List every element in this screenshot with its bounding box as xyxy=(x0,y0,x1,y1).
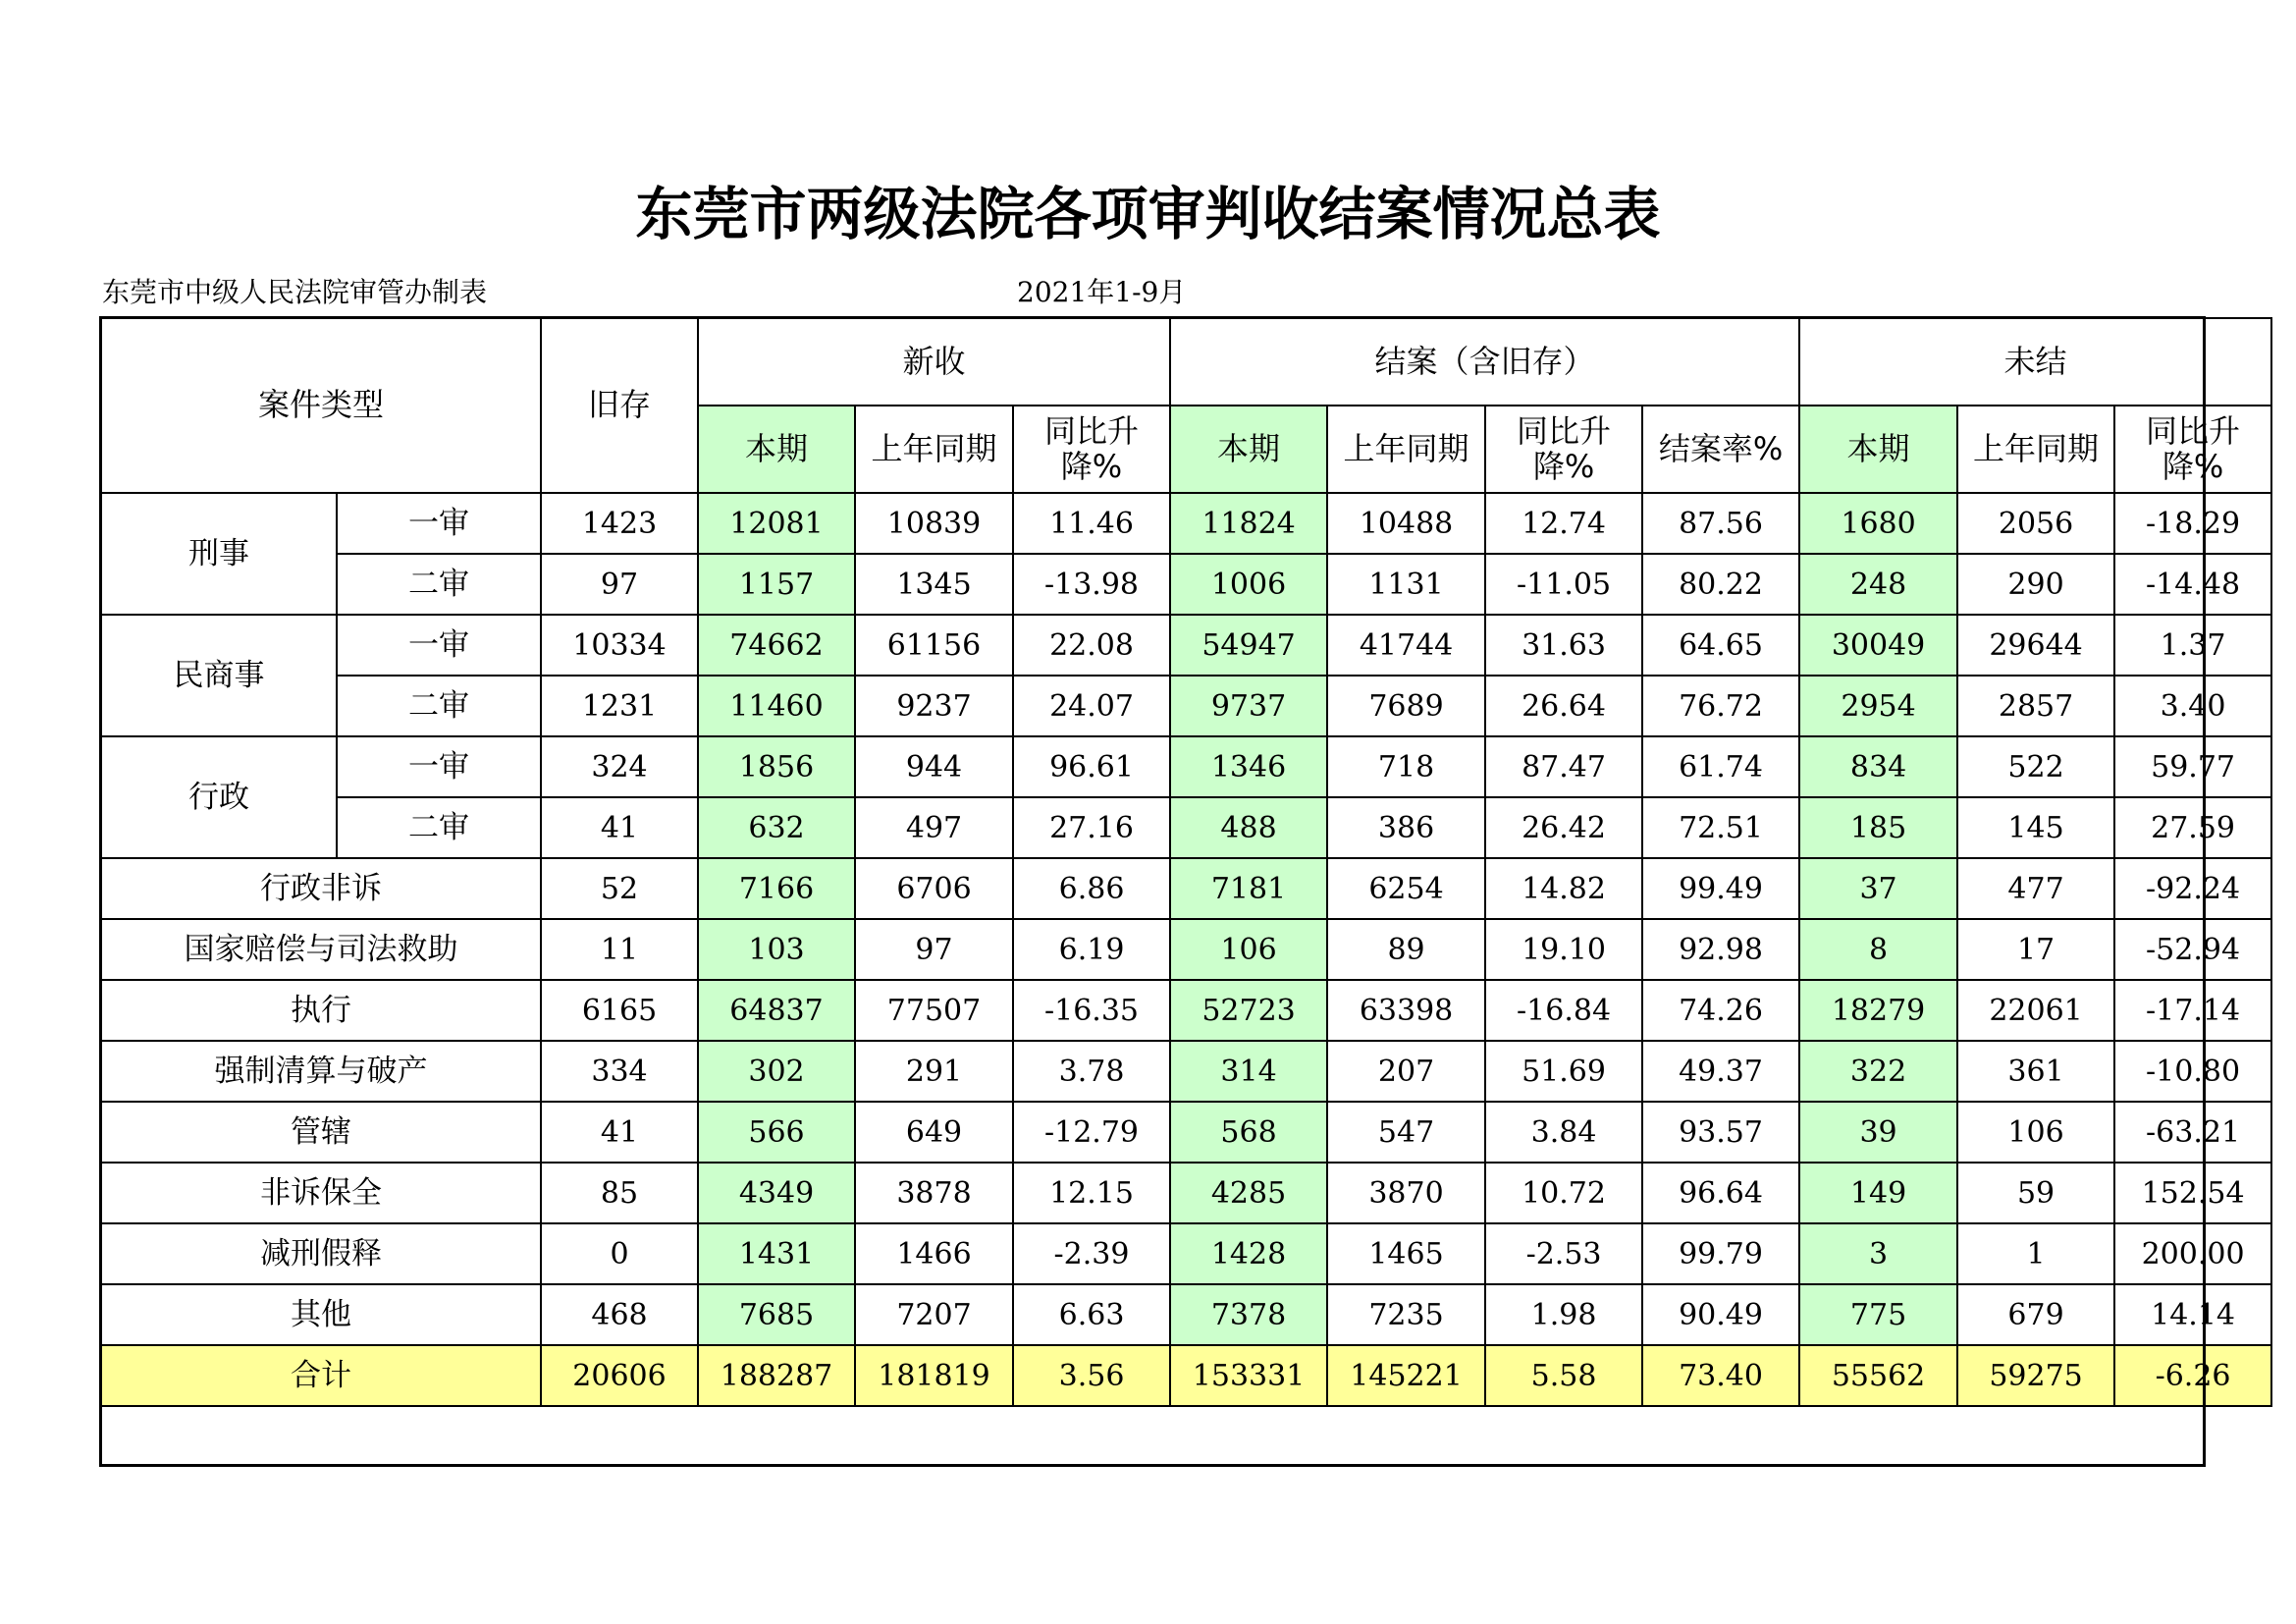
cell-new-last-year: 6706 xyxy=(855,858,1013,919)
cell-old-stock: 10334 xyxy=(541,615,698,676)
cell-closed-yoy: 3.84 xyxy=(1485,1102,1642,1163)
trial-level-label: 二审 xyxy=(337,797,541,858)
trial-level-label: 一审 xyxy=(337,493,541,554)
cell-pending-yoy: -17.14 xyxy=(2114,980,2271,1041)
cell-close-rate: 99.49 xyxy=(1642,858,1799,919)
cell-new-current: 64837 xyxy=(698,980,855,1041)
cell-pending-current: 149 xyxy=(1799,1163,1957,1223)
cell-new-yoy: 6.19 xyxy=(1013,919,1170,980)
cell-closed-yoy: 26.64 xyxy=(1485,676,1642,736)
cell-closed-yoy: -2.53 xyxy=(1485,1223,1642,1284)
table-row xyxy=(101,554,2271,615)
cell-closed-yoy: 1.98 xyxy=(1485,1284,1642,1345)
table-row xyxy=(101,1223,2271,1284)
cell-new-yoy: 3.56 xyxy=(1013,1345,1170,1406)
cell-pending-yoy: -63.21 xyxy=(2114,1102,2271,1163)
cell-pending-last-year: 522 xyxy=(1957,736,2114,797)
cell-pending-current: 8 xyxy=(1799,919,1957,980)
cell-closed-yoy: 31.63 xyxy=(1485,615,1642,676)
cell-closed-current: 568 xyxy=(1170,1102,1327,1163)
header-closed-last-year: 上年同期 xyxy=(1327,406,1485,493)
cell-closed-last-year: 89 xyxy=(1327,919,1485,980)
cell-closed-last-year: 1465 xyxy=(1327,1223,1485,1284)
cell-old-stock: 334 xyxy=(541,1041,698,1102)
cell-closed-current: 488 xyxy=(1170,797,1327,858)
cell-new-last-year: 3878 xyxy=(855,1163,1013,1223)
cell-new-last-year: 1466 xyxy=(855,1223,1013,1284)
case-type-label: 非诉保全 xyxy=(101,1163,541,1223)
cell-closed-yoy: 12.74 xyxy=(1485,493,1642,554)
cell-new-last-year: 944 xyxy=(855,736,1013,797)
cell-closed-last-year: 41744 xyxy=(1327,615,1485,676)
cell-pending-current: 1680 xyxy=(1799,493,1957,554)
cell-closed-current: 106 xyxy=(1170,919,1327,980)
cell-pending-yoy: 27.59 xyxy=(2114,797,2271,858)
cell-pending-yoy: -6.26 xyxy=(2114,1345,2271,1406)
case-group-label: 刑事 xyxy=(101,493,337,615)
issuer-label: 东莞市中级人民法院审管办制表 xyxy=(102,276,488,308)
header-new-current: 本期 xyxy=(698,406,855,493)
cell-closed-current: 153331 xyxy=(1170,1345,1327,1406)
table-row xyxy=(101,1163,2271,1223)
case-type-label: 减刑假释 xyxy=(101,1223,541,1284)
cell-pending-current: 834 xyxy=(1799,736,1957,797)
trial-level-label: 一审 xyxy=(337,736,541,797)
cell-old-stock: 6165 xyxy=(541,980,698,1041)
case-type-label: 管辖 xyxy=(101,1102,541,1163)
cell-old-stock: 52 xyxy=(541,858,698,919)
cell-new-current: 1856 xyxy=(698,736,855,797)
cell-pending-current: 185 xyxy=(1799,797,1957,858)
cell-closed-last-year: 6254 xyxy=(1327,858,1485,919)
cell-new-last-year: 291 xyxy=(855,1041,1013,1102)
header-pending-last-year: 上年同期 xyxy=(1957,406,2114,493)
cell-close-rate: 64.65 xyxy=(1642,615,1799,676)
cell-pending-current: 18279 xyxy=(1799,980,1957,1041)
case-type-label: 其他 xyxy=(101,1284,541,1345)
cell-pending-yoy: 59.77 xyxy=(2114,736,2271,797)
report-title: 东莞市两级法院各项审判收结案情况总表 xyxy=(635,181,1661,247)
cell-closed-last-year: 145221 xyxy=(1327,1345,1485,1406)
cell-close-rate: 93.57 xyxy=(1642,1102,1799,1163)
cell-pending-last-year: 17 xyxy=(1957,919,2114,980)
cell-closed-yoy: 19.10 xyxy=(1485,919,1642,980)
cell-pending-yoy: -52.94 xyxy=(2114,919,2271,980)
cell-pending-yoy: 14.14 xyxy=(2114,1284,2271,1345)
cell-old-stock: 97 xyxy=(541,554,698,615)
cell-pending-yoy: 200.00 xyxy=(2114,1223,2271,1284)
case-type-label: 行政非诉 xyxy=(101,858,541,919)
cell-close-rate: 92.98 xyxy=(1642,919,1799,980)
cell-new-yoy: -2.39 xyxy=(1013,1223,1170,1284)
cell-new-yoy: 11.46 xyxy=(1013,493,1170,554)
cell-new-current: 74662 xyxy=(698,615,855,676)
header-close-rate: 结案率% xyxy=(1642,406,1799,493)
cell-closed-last-year: 547 xyxy=(1327,1102,1485,1163)
cell-closed-last-year: 207 xyxy=(1327,1041,1485,1102)
header-pending-current: 本期 xyxy=(1799,406,1957,493)
cell-pending-last-year: 477 xyxy=(1957,858,2114,919)
table-row xyxy=(101,797,2271,858)
cell-new-current: 7166 xyxy=(698,858,855,919)
cell-pending-current: 37 xyxy=(1799,858,1957,919)
cell-closed-yoy: 51.69 xyxy=(1485,1041,1642,1102)
cell-closed-last-year: 7235 xyxy=(1327,1284,1485,1345)
cell-closed-current: 54947 xyxy=(1170,615,1327,676)
cell-pending-last-year: 22061 xyxy=(1957,980,2114,1041)
cell-old-stock: 1231 xyxy=(541,676,698,736)
cell-pending-current: 55562 xyxy=(1799,1345,1957,1406)
cell-pending-last-year: 59 xyxy=(1957,1163,2114,1223)
cell-closed-last-year: 10488 xyxy=(1327,493,1485,554)
cell-new-last-year: 97 xyxy=(855,919,1013,980)
table-row xyxy=(101,615,2271,676)
cell-pending-last-year: 145 xyxy=(1957,797,2114,858)
header-new-cases: 新收 xyxy=(698,318,1170,406)
table-row xyxy=(101,493,2271,554)
cell-pending-yoy: -14.48 xyxy=(2114,554,2271,615)
header-closed-current: 本期 xyxy=(1170,406,1327,493)
cell-new-last-year: 7207 xyxy=(855,1284,1013,1345)
cell-closed-yoy: 5.58 xyxy=(1485,1345,1642,1406)
cell-close-rate: 61.74 xyxy=(1642,736,1799,797)
cell-pending-current: 30049 xyxy=(1799,615,1957,676)
cell-pending-last-year: 59275 xyxy=(1957,1345,2114,1406)
cell-closed-current: 1428 xyxy=(1170,1223,1327,1284)
cell-close-rate: 96.64 xyxy=(1642,1163,1799,1223)
cell-old-stock: 324 xyxy=(541,736,698,797)
cell-closed-current: 52723 xyxy=(1170,980,1327,1041)
case-type-label: 执行 xyxy=(101,980,541,1041)
total-label: 合计 xyxy=(101,1345,541,1406)
cell-closed-yoy: -11.05 xyxy=(1485,554,1642,615)
cell-pending-last-year: 290 xyxy=(1957,554,2114,615)
cell-new-current: 1157 xyxy=(698,554,855,615)
cell-new-last-year: 1345 xyxy=(855,554,1013,615)
cell-old-stock: 20606 xyxy=(541,1345,698,1406)
cell-pending-last-year: 1 xyxy=(1957,1223,2114,1284)
cell-new-current: 188287 xyxy=(698,1345,855,1406)
cell-old-stock: 0 xyxy=(541,1223,698,1284)
cell-closed-last-year: 386 xyxy=(1327,797,1485,858)
trial-level-label: 二审 xyxy=(337,676,541,736)
cell-close-rate: 73.40 xyxy=(1642,1345,1799,1406)
period-label: 2021年1-9月 xyxy=(1017,276,1187,308)
table-row xyxy=(101,1284,2271,1345)
cell-new-yoy: -13.98 xyxy=(1013,554,1170,615)
cell-close-rate: 99.79 xyxy=(1642,1223,1799,1284)
cell-closed-yoy: -16.84 xyxy=(1485,980,1642,1041)
trial-level-label: 一审 xyxy=(337,615,541,676)
table-row xyxy=(101,676,2271,736)
cell-old-stock: 85 xyxy=(541,1163,698,1223)
cell-new-current: 1431 xyxy=(698,1223,855,1284)
cell-pending-yoy: 152.54 xyxy=(2114,1163,2271,1223)
cell-pending-yoy: 3.40 xyxy=(2114,676,2271,736)
cell-close-rate: 90.49 xyxy=(1642,1284,1799,1345)
cell-new-current: 103 xyxy=(698,919,855,980)
table-row xyxy=(101,980,2271,1041)
cell-new-current: 7685 xyxy=(698,1284,855,1345)
cell-pending-yoy: -92.24 xyxy=(2114,858,2271,919)
cell-new-yoy: -16.35 xyxy=(1013,980,1170,1041)
case-type-label: 强制清算与破产 xyxy=(101,1041,541,1102)
cell-closed-current: 9737 xyxy=(1170,676,1327,736)
table-row xyxy=(101,1102,2271,1163)
table-row xyxy=(101,919,2271,980)
table-row xyxy=(101,736,2271,797)
cell-closed-last-year: 63398 xyxy=(1327,980,1485,1041)
cell-pending-last-year: 29644 xyxy=(1957,615,2114,676)
cell-pending-last-year: 361 xyxy=(1957,1041,2114,1102)
cell-closed-last-year: 3870 xyxy=(1327,1163,1485,1223)
header-pending-cases: 未结 xyxy=(1799,318,2271,406)
cell-new-last-year: 649 xyxy=(855,1102,1013,1163)
cell-closed-yoy: 26.42 xyxy=(1485,797,1642,858)
cell-new-current: 632 xyxy=(698,797,855,858)
cell-new-current: 12081 xyxy=(698,493,855,554)
cell-new-yoy: 96.61 xyxy=(1013,736,1170,797)
cell-pending-last-year: 679 xyxy=(1957,1284,2114,1345)
total-row xyxy=(101,1345,2271,1406)
cell-pending-current: 248 xyxy=(1799,554,1957,615)
cell-new-current: 302 xyxy=(698,1041,855,1102)
cell-closed-current: 11824 xyxy=(1170,493,1327,554)
trial-level-label: 二审 xyxy=(337,554,541,615)
header-closed-cases: 结案（含旧存） xyxy=(1170,318,1799,406)
cell-new-yoy: 12.15 xyxy=(1013,1163,1170,1223)
cell-closed-current: 1006 xyxy=(1170,554,1327,615)
case-group-label: 行政 xyxy=(101,736,337,858)
cell-new-last-year: 9237 xyxy=(855,676,1013,736)
cell-pending-last-year: 2056 xyxy=(1957,493,2114,554)
cell-pending-current: 3 xyxy=(1799,1223,1957,1284)
cell-new-last-year: 77507 xyxy=(855,980,1013,1041)
cell-closed-yoy: 87.47 xyxy=(1485,736,1642,797)
cell-old-stock: 41 xyxy=(541,1102,698,1163)
case-group-label: 民商事 xyxy=(101,615,337,736)
cell-close-rate: 72.51 xyxy=(1642,797,1799,858)
table-body xyxy=(101,493,2271,1406)
cell-pending-current: 2954 xyxy=(1799,676,1957,736)
cell-new-yoy: 3.78 xyxy=(1013,1041,1170,1102)
case-type-label: 国家赔偿与司法救助 xyxy=(101,919,541,980)
cell-old-stock: 11 xyxy=(541,919,698,980)
cell-new-current: 4349 xyxy=(698,1163,855,1223)
cell-pending-yoy: -18.29 xyxy=(2114,493,2271,554)
cell-new-last-year: 181819 xyxy=(855,1345,1013,1406)
header-case-type: 案件类型 xyxy=(101,318,541,493)
cell-close-rate: 49.37 xyxy=(1642,1041,1799,1102)
cell-pending-last-year: 106 xyxy=(1957,1102,2114,1163)
cell-close-rate: 76.72 xyxy=(1642,676,1799,736)
cell-closed-current: 4285 xyxy=(1170,1163,1327,1223)
cell-old-stock: 468 xyxy=(541,1284,698,1345)
table-row xyxy=(101,1041,2271,1102)
cell-pending-last-year: 2857 xyxy=(1957,676,2114,736)
cell-new-current: 566 xyxy=(698,1102,855,1163)
cell-closed-last-year: 1131 xyxy=(1327,554,1485,615)
header-closed-yoy: 同比升降% xyxy=(1485,406,1642,493)
cell-new-yoy: 6.63 xyxy=(1013,1284,1170,1345)
cell-closed-last-year: 7689 xyxy=(1327,676,1485,736)
cell-closed-current: 7181 xyxy=(1170,858,1327,919)
cell-old-stock: 41 xyxy=(541,797,698,858)
cell-closed-yoy: 10.72 xyxy=(1485,1163,1642,1223)
cell-close-rate: 74.26 xyxy=(1642,980,1799,1041)
header-new-yoy: 同比升降% xyxy=(1013,406,1170,493)
cell-pending-yoy: 1.37 xyxy=(2114,615,2271,676)
statistics-table xyxy=(100,317,2272,1407)
cell-closed-current: 1346 xyxy=(1170,736,1327,797)
cell-new-last-year: 61156 xyxy=(855,615,1013,676)
cell-closed-last-year: 718 xyxy=(1327,736,1485,797)
table-row xyxy=(101,858,2271,919)
cell-new-current: 11460 xyxy=(698,676,855,736)
cell-new-yoy: 24.07 xyxy=(1013,676,1170,736)
cell-closed-current: 314 xyxy=(1170,1041,1327,1102)
cell-pending-current: 775 xyxy=(1799,1284,1957,1345)
cell-close-rate: 87.56 xyxy=(1642,493,1799,554)
header-old-stock: 旧存 xyxy=(541,318,698,493)
cell-old-stock: 1423 xyxy=(541,493,698,554)
cell-new-yoy: -12.79 xyxy=(1013,1102,1170,1163)
cell-closed-yoy: 14.82 xyxy=(1485,858,1642,919)
header-pending-yoy: 同比升降% xyxy=(2114,406,2271,493)
cell-pending-yoy: -10.80 xyxy=(2114,1041,2271,1102)
cell-close-rate: 80.22 xyxy=(1642,554,1799,615)
cell-pending-current: 39 xyxy=(1799,1102,1957,1163)
cell-new-yoy: 22.08 xyxy=(1013,615,1170,676)
cell-new-last-year: 10839 xyxy=(855,493,1013,554)
cell-closed-current: 7378 xyxy=(1170,1284,1327,1345)
cell-new-yoy: 27.16 xyxy=(1013,797,1170,858)
cell-new-yoy: 6.86 xyxy=(1013,858,1170,919)
header-new-last-year: 上年同期 xyxy=(855,406,1013,493)
cell-pending-current: 322 xyxy=(1799,1041,1957,1102)
cell-new-last-year: 497 xyxy=(855,797,1013,858)
